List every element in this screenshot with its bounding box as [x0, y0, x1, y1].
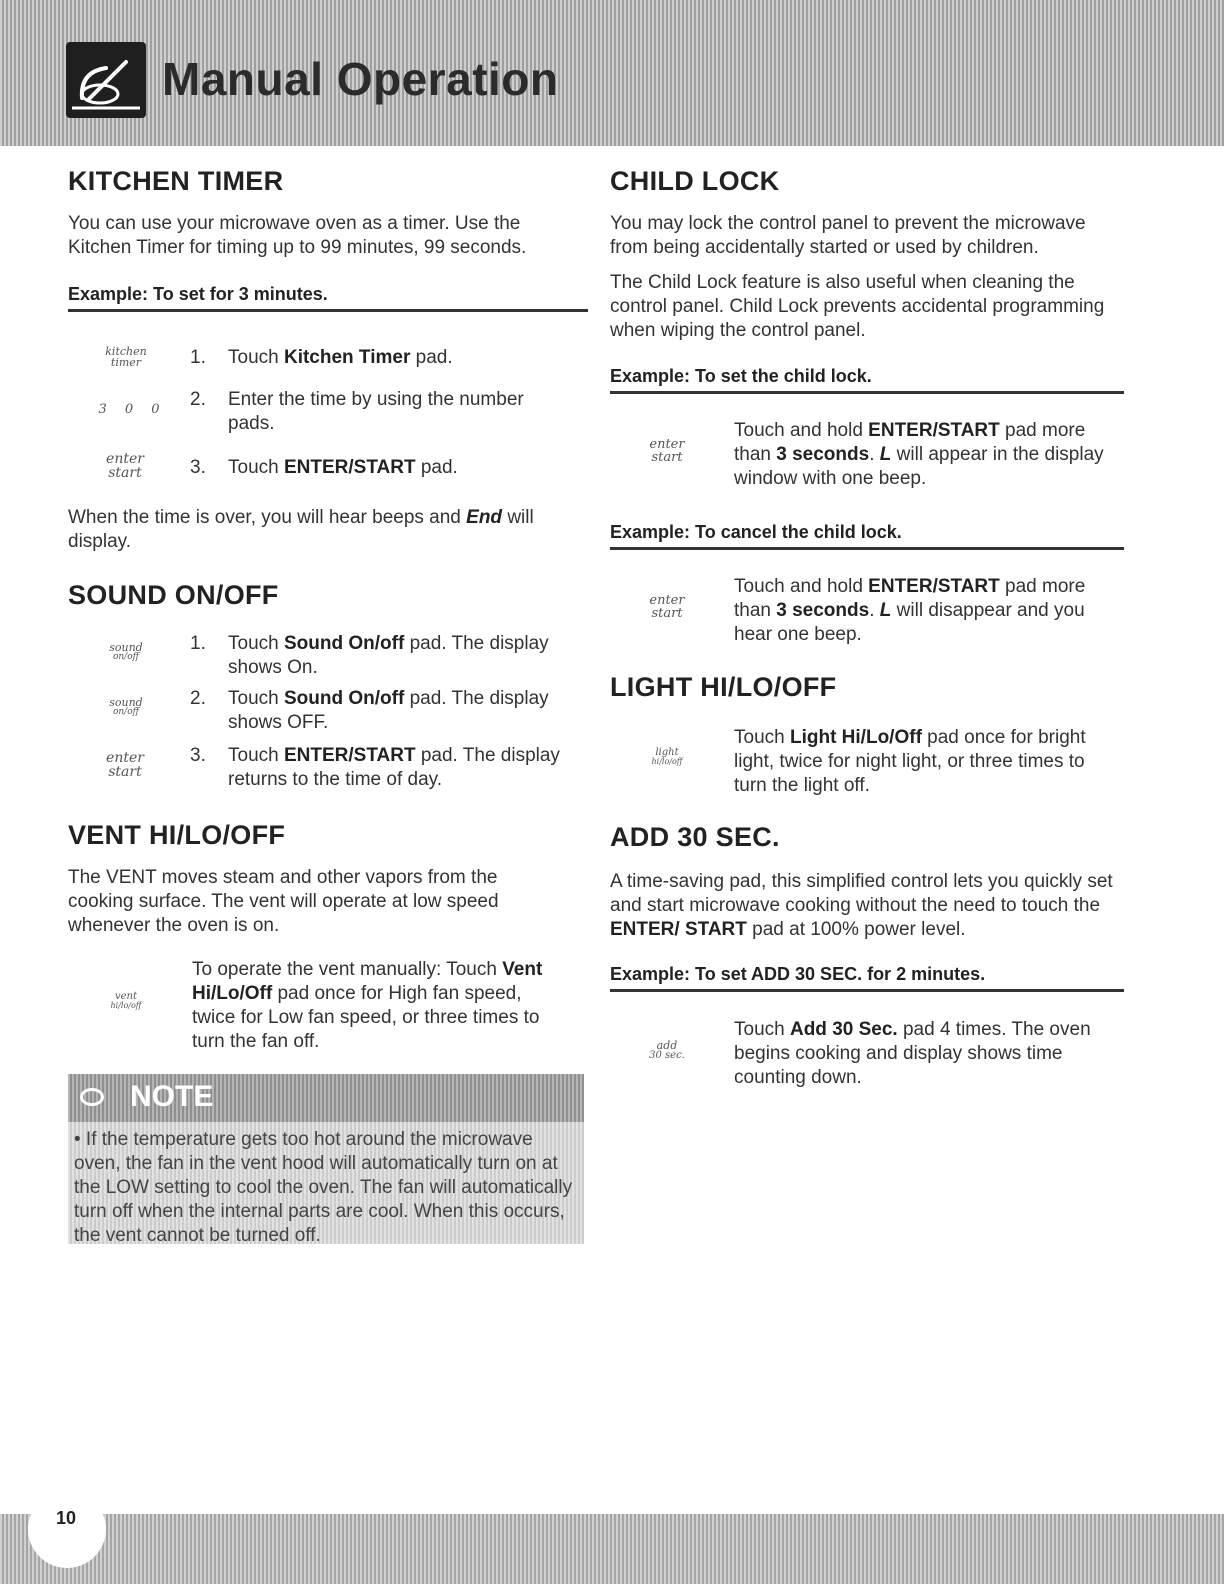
child-lock-intro-2: The Child Lock feature is also useful when cleaning the control panel. Child Lock prevents accidental programming when wiping the control panel. — [610, 272, 1105, 341]
add30-pad: add 30 sec. — [649, 1039, 685, 1061]
kitchen-timer-outro: When the time is over, you will hear beeps and End will display. — [68, 507, 534, 552]
light-heading: LIGHT HI/LO/OFF — [610, 672, 837, 702]
kitchen-timer-pad: kitchen timer — [105, 345, 147, 369]
note-box — [68, 1074, 584, 1244]
child-lock-cancel-instructions: Touch and hold ENTER/START pad more than 3 seconds. L will disappear and you hear one beep. — [734, 576, 1086, 645]
sound-pad-1: sound on/off — [109, 641, 143, 662]
child-lock-set-instructions: Touch and hold ENTER/START pad more than 3 seconds. L will appear in the display window with one beep. — [734, 420, 1104, 489]
header-banner — [0, 0, 1224, 146]
add30-example: Example: To set ADD 30 SEC. for 2 minutes. — [610, 964, 1124, 992]
kitchen-timer-example: Example: To set for 3 minutes. — [68, 284, 588, 312]
vent-intro: The VENT moves steam and other vapors from the cooking surface. The vent will operate at low speed whenever the oven is on. — [68, 867, 499, 936]
child-lock-intro-1: You may lock the control panel to prevent the microwave from being accidentally started or used by children. — [610, 213, 1086, 258]
child-lock-cancel-example: Example: To cancel the child lock. — [610, 522, 1124, 550]
number-pads: 3 0 0 — [98, 402, 160, 417]
child-lock-set-pad: enter start — [649, 437, 685, 465]
add30-intro: A time-saving pad, this simplified control lets you quickly set and start microwave cooking without the need to touch the ENTER/ START pad at 100% power level. — [610, 871, 1113, 940]
microwave-manual-icon — [66, 42, 146, 118]
child-lock-cancel-pad: enter start — [649, 593, 685, 621]
child-lock-set-example: Example: To set the child lock. — [610, 366, 1124, 394]
page-number-badge — [28, 1490, 106, 1568]
vent-instructions: To operate the vent manually: Touch Vent Hi/Lo/Off pad once for High fan speed, twice for Low fan speed, or three times to turn the fan off. — [192, 959, 543, 1052]
vent-pad: vent hi/lo/off — [110, 991, 142, 1010]
sound-pad-2: sound on/off — [109, 696, 143, 717]
page-title: Manual Operation — [162, 53, 559, 105]
note-title: NOTE — [130, 1080, 214, 1113]
child-lock-heading: CHILD LOCK — [610, 166, 780, 196]
kitchen-timer-heading: KITCHEN TIMER — [68, 166, 284, 196]
page-number: 10 — [56, 1508, 77, 1528]
light-instructions: Touch Light Hi/Lo/Off pad once for bright light, twice for night light, or three times to turn the light off. — [734, 727, 1086, 796]
light-pad: light hi/lo/off — [651, 747, 683, 766]
enter-start-pad: enter start — [106, 451, 144, 481]
add30-instructions: Touch Add 30 Sec. pad 4 times. The oven begins cooking and display shows time counting down. — [734, 1019, 1091, 1088]
note-text: • If the temperature gets too hot around the microwave oven, the fan in the vent hood will automatically turn on at the LOW setting to cool the oven. The fan will automatically turn off when the internal parts are cool. When this occurs, the vent cannot be turned off. — [74, 1129, 573, 1246]
sound-enter-start-pad: enter start — [106, 750, 144, 780]
sound-heading: SOUND ON/OFF — [68, 580, 279, 610]
vent-heading: VENT HI/LO/OFF — [68, 820, 286, 850]
kitchen-timer-intro: You can use your microwave oven as a timer. Use the Kitchen Timer for timing up to 99 minutes, 99 seconds. — [68, 213, 527, 258]
note-header — [68, 1074, 584, 1122]
note-icon — [80, 1088, 104, 1106]
add30-heading: ADD 30 SEC. — [610, 822, 780, 852]
footer-band — [0, 1514, 1224, 1584]
